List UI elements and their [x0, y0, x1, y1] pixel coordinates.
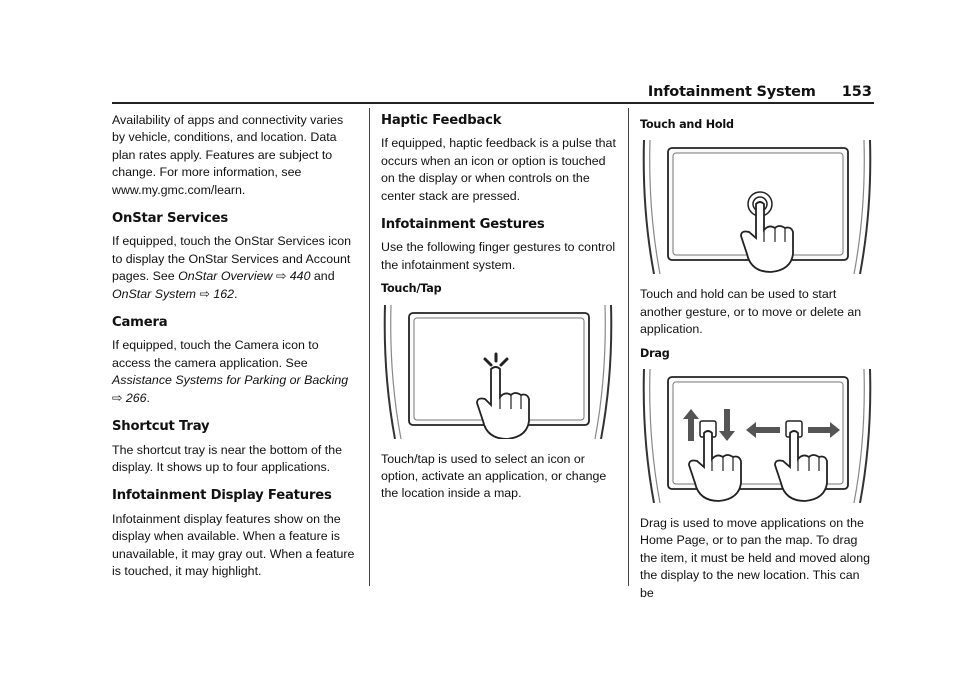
onstar-paragraph: If equipped, touch the OnStar Services icon to display the OnStar Services and Account pages. See OnStar Overview ⇨ 440 and OnStar System ⇨ 162.: [112, 234, 352, 301]
intro-paragraph: Availability of apps and connectivity varies by vehicle, conditions, and location. Data plan rates apply. Features are subject to change. For more information, see www.my.gmc.com/learn.: [112, 113, 344, 197]
page-ref-icon: ⇨: [275, 269, 287, 284]
touch-tap-paragraph: Touch/tap is used to select an icon or option, activate an application, or change the location inside a map.: [381, 451, 607, 501]
onstar-overview-link[interactable]: OnStar Overview: [178, 269, 273, 284]
haptic-heading: Haptic Feedback: [381, 113, 502, 128]
haptic-paragraph: If equipped, haptic feedback is a pulse that occurs when an icon or option is touched on the display or when controls on the center stack are pressed.: [381, 136, 616, 203]
gestures-heading: Infotainment Gestures: [381, 217, 545, 233]
touch-hold-illustration: [640, 140, 874, 274]
column-divider: [628, 108, 629, 586]
onstar-system-link[interactable]: OnStar System: [112, 286, 197, 301]
camera-heading: Camera: [112, 315, 168, 331]
header-rule: [112, 102, 874, 104]
page-number: 153: [841, 84, 872, 100]
display-features-paragraph: Infotainment display features show on the display when available. When a feature is unavailable, it may gray out. When a feature is touched, it may highlight.: [112, 511, 355, 578]
drag-paragraph: Drag is used to move applications on the Home Page, or to pan the map. To drag the item, it must be held and moved along the display to the new location. This can be: [640, 516, 871, 600]
shortcut-tray-heading: Shortcut Tray: [112, 419, 210, 435]
page-ref-icon: ⇨: [112, 390, 123, 405]
drag-illustration: [640, 369, 874, 503]
assistance-systems-link[interactable]: Assistance Systems for Parking or Backing: [112, 373, 349, 388]
shortcut-tray-paragraph: The shortcut tray is near the bottom of the display. It shows up to four applications.: [112, 442, 343, 474]
gestures-paragraph: Use the following finger gestures to control the infotainment system.: [381, 240, 616, 272]
column-middle: [381, 112, 617, 509]
touch-tap-illustration: [381, 305, 615, 439]
touch-hold-heading: Touch and Hold: [640, 118, 734, 131]
touch-tap-heading: Touch/Tap: [381, 282, 442, 296]
camera-paragraph: If equipped, touch the Camera icon to access the camera application. See Assistance Systems for Parking or Backing ⇨ 266.: [112, 338, 349, 405]
column-left: [112, 112, 356, 586]
drag-heading: Drag: [640, 346, 670, 360]
onstar-heading: OnStar Services: [112, 211, 229, 227]
display-features-heading: Infotainment Display Features: [112, 488, 332, 504]
column-right: [640, 112, 876, 608]
page-header: [648, 84, 872, 100]
column-divider: [369, 108, 370, 586]
section-title: Infotainment System: [647, 84, 816, 100]
page-ref-icon: ⇨: [199, 286, 210, 301]
touch-hold-paragraph: Touch and hold can be used to start another gesture, or to move or delete an application.: [640, 287, 862, 337]
